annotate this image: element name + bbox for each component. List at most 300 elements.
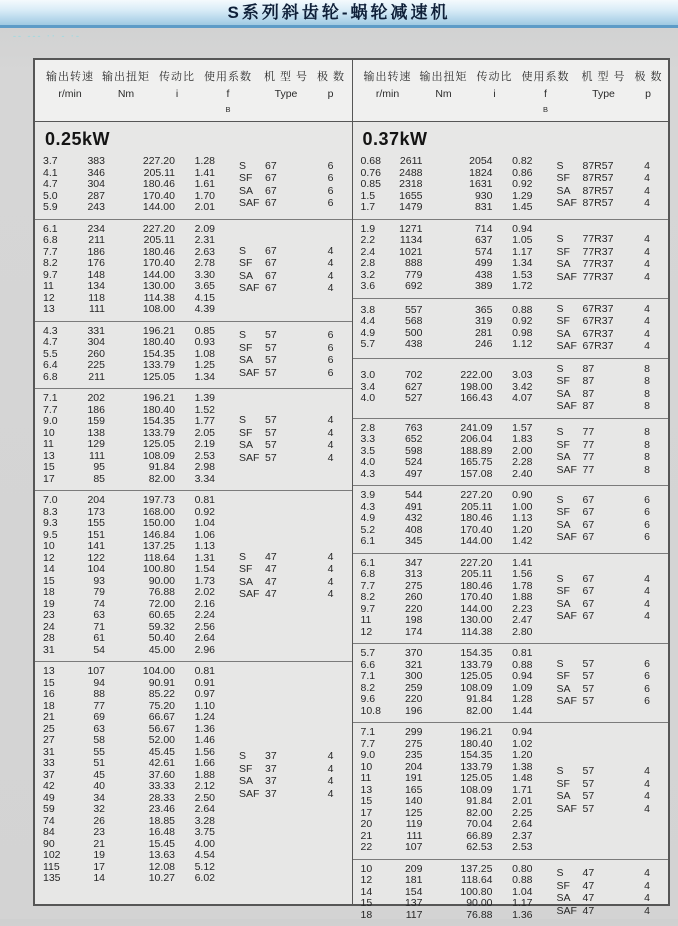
type-row — [239, 270, 346, 283]
type-size: 77 — [582, 463, 595, 476]
cell-speed: 0.85 — [360, 178, 381, 191]
table-block — [35, 152, 352, 219]
poles-value: 6 — [644, 670, 650, 683]
cell-ratio: 166.43 — [460, 392, 493, 405]
table-row — [353, 706, 533, 718]
type-row — [557, 172, 663, 185]
cell-ratio: 76.88 — [148, 586, 175, 599]
cell-ratio: 389 — [474, 280, 493, 293]
cell-ratio: 50.40 — [148, 632, 175, 645]
table-block — [353, 418, 669, 486]
poles-value: 4 — [327, 775, 334, 788]
type-row — [557, 598, 663, 611]
block-types — [557, 233, 669, 283]
table-row — [35, 622, 215, 634]
type-size: 67 — [582, 610, 595, 623]
type-prefix: SA — [556, 597, 571, 610]
type-row — [239, 588, 346, 601]
poles-value: 4 — [644, 197, 650, 210]
col-ratio-label: 传动比 — [159, 71, 195, 83]
table-row — [353, 831, 533, 843]
table-row — [353, 604, 533, 616]
poles-value: 4 — [327, 762, 334, 775]
col-speed-unit: r/min — [375, 88, 400, 100]
table-row — [35, 735, 215, 747]
cell-factor: 0.90 — [512, 489, 533, 502]
table-row — [353, 750, 533, 762]
cell-speed: 12 — [360, 625, 373, 638]
type-row — [557, 400, 663, 413]
cell-speed: 4.9 — [360, 326, 376, 339]
cell-speed: 13 — [43, 665, 55, 678]
cell-ratio: 930 — [474, 189, 493, 202]
cell-torque: 1021 — [399, 245, 423, 258]
type-size: 67 — [582, 518, 595, 531]
table-row — [353, 446, 533, 458]
table-block — [353, 298, 669, 358]
type-size: 87 — [582, 362, 595, 375]
cell-torque: 134 — [87, 280, 105, 293]
panel-025kw — [35, 60, 352, 904]
poles-value: 6 — [327, 172, 334, 185]
cell-ratio: 37.60 — [148, 768, 175, 781]
cell-torque: 95 — [93, 461, 105, 474]
table-row — [35, 689, 215, 701]
table-row — [353, 339, 533, 351]
poles-value: 6 — [327, 329, 334, 342]
type-size: 67 — [265, 282, 277, 295]
type-row — [557, 233, 663, 246]
cell-ratio: 45.45 — [148, 745, 175, 758]
poles-value: 4 — [644, 159, 650, 172]
table-row — [35, 666, 215, 678]
cell-ratio: 59.32 — [148, 620, 175, 633]
table-row — [35, 610, 215, 622]
block-types — [557, 160, 669, 210]
type-prefix: SA — [239, 775, 254, 788]
blocks-037kw — [353, 152, 669, 926]
cell-factor: 1.42 — [512, 535, 533, 548]
cell-factor: 1.72 — [512, 280, 533, 293]
type-prefix: SAF — [556, 197, 577, 210]
header-row-cn — [41, 68, 352, 84]
cell-torque: 2488 — [399, 166, 423, 179]
type-row — [557, 573, 663, 586]
cell-factor: 2.64 — [194, 632, 215, 645]
type-prefix: S — [556, 159, 564, 172]
header-row-units — [359, 88, 669, 114]
cell-factor: 2.00 — [512, 444, 533, 457]
cell-factor: 0.88 — [512, 658, 533, 671]
table-row — [353, 727, 533, 739]
table-row — [353, 457, 533, 469]
type-prefix: SF — [556, 315, 570, 328]
type-row — [557, 778, 663, 791]
table-row — [35, 518, 215, 530]
cell-speed: 14 — [360, 885, 373, 898]
cell-torque: 21 — [93, 837, 105, 850]
cell-speed: 19 — [43, 597, 55, 610]
cell-factor: 1.04 — [194, 517, 215, 530]
cell-ratio: 227.20 — [142, 155, 175, 168]
cell-torque: 40 — [93, 780, 105, 793]
cell-speed: 3.8 — [360, 303, 376, 316]
col-factor-label: 使用系数 — [521, 71, 570, 83]
type-row — [557, 506, 663, 519]
table-block — [353, 485, 669, 553]
cell-torque: 196 — [404, 704, 423, 717]
cell-factor: 1.54 — [194, 563, 215, 576]
type-prefix: SAF — [239, 588, 260, 601]
cell-factor: 0.92 — [512, 178, 533, 191]
table-row — [353, 648, 533, 660]
cell-factor: 1.17 — [512, 245, 533, 258]
type-row — [557, 531, 663, 544]
cell-ratio: 180.40 — [142, 403, 175, 416]
col-type-label: 机 型 号 — [581, 71, 626, 83]
type-row — [557, 670, 663, 683]
type-size: 67 — [265, 257, 277, 270]
cell-ratio: 114.38 — [461, 625, 493, 638]
cell-ratio: 574 — [474, 245, 493, 258]
cell-torque: 138 — [87, 426, 105, 439]
cell-torque: 122 — [87, 551, 105, 564]
cell-torque: 94 — [93, 676, 105, 689]
cell-ratio: 196.21 — [460, 726, 493, 739]
cell-torque: 191 — [404, 772, 423, 785]
type-size: 87R57 — [582, 184, 614, 197]
cell-ratio: 1824 — [469, 166, 493, 179]
block-rows — [353, 370, 533, 405]
cell-speed: 7.1 — [360, 670, 376, 683]
cell-speed: 6.8 — [43, 370, 58, 383]
cell-torque: 524 — [404, 456, 423, 469]
cell-ratio: 90.91 — [148, 676, 175, 689]
cell-factor: 2.96 — [194, 643, 215, 656]
cell-ratio: 168.00 — [142, 505, 175, 518]
poles-value: 6 — [327, 159, 334, 172]
cell-speed: 102 — [43, 849, 61, 862]
cell-speed: 8.2 — [360, 681, 376, 694]
cell-factor: 1.36 — [194, 722, 215, 735]
table-row — [35, 576, 215, 588]
cell-torque: 79 — [93, 586, 105, 599]
type-size: 77 — [582, 451, 595, 464]
cell-ratio: 85.22 — [148, 688, 175, 701]
cell-speed: 8.3 — [43, 505, 58, 518]
cell-factor: 1.05 — [512, 234, 533, 247]
header-row-cn — [359, 68, 669, 84]
type-row — [239, 750, 346, 763]
type-size: 67 — [582, 585, 595, 598]
cell-ratio: 91.84 — [466, 795, 493, 808]
cell-speed: 11 — [43, 280, 54, 293]
cell-ratio: 52.00 — [148, 734, 175, 747]
cell-torque: 176 — [87, 257, 105, 270]
cell-ratio: 1631 — [469, 178, 493, 191]
type-row — [557, 258, 663, 271]
cell-speed: 4.9 — [360, 512, 376, 525]
cell-torque: 155 — [87, 517, 105, 530]
cell-torque: 117 — [405, 908, 423, 921]
block-types — [557, 303, 669, 353]
cell-speed: 18 — [360, 908, 373, 921]
table-block — [35, 321, 352, 389]
type-row — [557, 867, 663, 880]
type-prefix: S — [239, 414, 247, 427]
table-row — [35, 862, 215, 874]
type-size: 47 — [582, 879, 595, 892]
cell-factor: 1.09 — [512, 681, 533, 694]
cell-torque: 45 — [93, 768, 105, 781]
panel-body-025kw — [35, 122, 352, 904]
poles-value: 6 — [644, 506, 650, 519]
cell-speed: 5.7 — [360, 338, 376, 351]
cell-factor: 1.10 — [194, 699, 215, 712]
table-row — [35, 495, 215, 507]
cell-factor: 2.78 — [194, 257, 215, 270]
cell-factor: 0.81 — [512, 647, 533, 660]
col-ratio-unit: i — [175, 88, 179, 100]
cell-ratio: 137.25 — [460, 862, 493, 875]
type-row — [239, 354, 346, 367]
type-prefix: SA — [556, 451, 571, 464]
table-row — [353, 423, 533, 435]
cell-factor: 4.54 — [194, 849, 215, 862]
type-row — [239, 439, 346, 452]
cell-torque: 544 — [404, 489, 423, 502]
cell-ratio: 23.46 — [148, 803, 175, 816]
table-row — [353, 382, 533, 394]
cell-factor: 2.02 — [194, 586, 215, 599]
cell-ratio: 205.11 — [461, 568, 493, 581]
cell-speed: 2.8 — [360, 257, 376, 270]
cell-ratio: 365 — [474, 303, 493, 316]
table-row — [35, 850, 215, 862]
block-types — [239, 750, 352, 800]
type-row — [557, 464, 663, 477]
cell-ratio: 100.80 — [460, 885, 493, 898]
block-types — [239, 329, 352, 379]
cell-factor: 1.29 — [512, 189, 533, 202]
cell-ratio: 154.35 — [142, 347, 175, 360]
col-speed-label: 输出转速 — [363, 71, 412, 83]
block-rows — [353, 305, 533, 351]
poles-value: 4 — [327, 269, 334, 282]
cell-torque: 17 — [93, 860, 105, 873]
cell-speed: 74 — [43, 814, 55, 827]
cell-factor: 2.53 — [194, 449, 215, 462]
poles-value: 4 — [644, 302, 650, 315]
cell-speed: 22 — [360, 841, 373, 854]
block-rows — [353, 558, 533, 639]
cell-factor: 3.75 — [194, 826, 215, 839]
cell-torque: 118 — [88, 291, 105, 304]
poles-value: 4 — [644, 340, 650, 353]
cell-speed: 27 — [43, 734, 55, 747]
type-row — [557, 494, 663, 507]
cell-torque: 14 — [93, 872, 105, 885]
table-block — [353, 859, 669, 926]
cell-torque: 321 — [404, 658, 423, 671]
cell-speed: 5.0 — [43, 189, 58, 202]
type-size: 57 — [265, 341, 277, 354]
cell-factor: 1.46 — [194, 734, 215, 747]
panel-037kw — [352, 60, 669, 921]
block-types — [239, 551, 352, 601]
type-row — [557, 519, 663, 532]
cell-ratio: 125.05 — [460, 772, 493, 785]
cell-speed: 9.6 — [360, 693, 376, 706]
cell-ratio: 319 — [474, 315, 493, 328]
type-prefix: SF — [239, 563, 253, 576]
cell-speed: 16 — [43, 688, 55, 701]
block-types — [239, 245, 352, 295]
cell-torque: 211 — [88, 370, 105, 383]
table-row — [35, 304, 215, 316]
cell-speed: 10.8 — [360, 704, 381, 717]
cell-torque: 345 — [404, 535, 423, 548]
table-row — [353, 179, 533, 191]
cell-torque: 129 — [87, 438, 105, 451]
type-size: 57 — [265, 354, 277, 367]
cell-ratio: 281 — [474, 326, 493, 339]
table-row — [35, 553, 215, 565]
cell-factor: 1.70 — [194, 189, 215, 202]
cell-ratio: 165.75 — [460, 456, 493, 469]
cell-factor: 1.36 — [512, 908, 533, 921]
table-row — [353, 581, 533, 593]
table-row — [35, 474, 215, 486]
type-row — [239, 563, 346, 576]
cell-torque: 93 — [93, 574, 105, 587]
spec-table — [33, 58, 670, 921]
type-row — [557, 790, 663, 803]
cell-factor: 1.77 — [194, 415, 215, 428]
poles-value: 6 — [644, 518, 650, 531]
cell-speed: 13 — [43, 303, 55, 316]
cell-speed: 59 — [43, 803, 55, 816]
block-rows — [35, 326, 215, 384]
table-row — [353, 773, 533, 785]
table-row — [35, 599, 215, 611]
table-row — [353, 808, 533, 820]
title-band — [0, 0, 678, 28]
cell-torque: 225 — [87, 359, 105, 372]
table-row — [353, 490, 533, 502]
cell-speed: 115 — [43, 860, 60, 873]
cell-torque: 140 — [404, 795, 423, 808]
cell-speed: 9.5 — [43, 528, 58, 541]
cell-ratio: 108.00 — [142, 303, 175, 316]
type-row — [239, 367, 346, 380]
poles-value: 4 — [327, 550, 334, 563]
type-row — [557, 585, 663, 598]
poles-value: 6 — [644, 695, 650, 708]
type-prefix: SA — [556, 327, 571, 340]
cell-ratio: 70.04 — [466, 818, 493, 831]
type-size: 57 — [265, 426, 277, 439]
poles-value: 4 — [327, 244, 334, 257]
cell-torque: 88 — [93, 688, 105, 701]
poles-value: 4 — [327, 439, 334, 452]
cell-torque: 1479 — [399, 201, 423, 214]
cell-torque: 186 — [87, 403, 105, 416]
cell-factor: 2.50 — [194, 791, 215, 804]
cell-ratio: 28.33 — [148, 791, 175, 804]
cell-factor: 1.83 — [512, 433, 533, 446]
type-size: 87 — [582, 387, 595, 400]
table-row — [35, 156, 215, 168]
type-size: 47 — [265, 575, 277, 588]
cell-factor: 0.86 — [512, 166, 533, 179]
cell-speed: 9.3 — [43, 517, 58, 530]
cell-speed: 17 — [43, 472, 55, 485]
cell-factor: 0.94 — [512, 670, 533, 683]
type-prefix: SA — [239, 354, 254, 367]
cell-ratio: 137.25 — [142, 540, 175, 553]
cell-factor: 3.65 — [194, 280, 215, 293]
cell-factor: 0.88 — [512, 303, 533, 316]
cell-speed: 4.0 — [360, 392, 376, 405]
table-row — [35, 270, 215, 282]
cell-ratio: 13.63 — [148, 849, 175, 862]
block-types — [557, 658, 669, 708]
cell-factor: 1.57 — [512, 421, 533, 434]
type-row — [239, 763, 346, 776]
cell-torque: 557 — [404, 303, 423, 316]
table-row — [353, 434, 533, 446]
cell-speed: 14 — [43, 563, 55, 576]
type-prefix: SF — [556, 585, 570, 598]
cell-speed: 21 — [360, 829, 373, 842]
cell-torque: 1655 — [399, 189, 423, 202]
block-rows — [35, 495, 215, 656]
cell-factor: 1.52 — [194, 403, 215, 416]
cell-torque: 259 — [404, 681, 423, 694]
type-size: 87 — [582, 400, 595, 413]
type-row — [557, 892, 663, 905]
cell-torque: 313 — [404, 568, 423, 581]
cell-ratio: 72.00 — [148, 597, 175, 610]
cell-ratio: 157.08 — [460, 467, 493, 480]
table-row — [35, 349, 215, 361]
cell-speed: 4.3 — [43, 324, 58, 337]
power-rating: 0.25kW — [45, 129, 111, 150]
cell-ratio: 133.79 — [460, 658, 493, 671]
table-block — [353, 553, 669, 644]
cell-torque: 173 — [87, 505, 105, 518]
cell-torque: 275 — [404, 737, 423, 750]
power-rating: 0.37kW — [362, 129, 428, 150]
cell-ratio: 227.20 — [142, 222, 175, 235]
cell-ratio: 144.00 — [460, 535, 493, 548]
type-prefix: SF — [556, 670, 570, 683]
type-size: 57 — [582, 790, 595, 803]
cell-torque: 300 — [404, 670, 423, 683]
type-row — [239, 414, 346, 427]
table-row — [353, 305, 533, 317]
type-prefix: S — [556, 362, 564, 375]
cell-torque: 58 — [93, 734, 105, 747]
cell-factor: 1.28 — [512, 693, 533, 706]
type-row — [239, 329, 346, 342]
cell-torque: 243 — [87, 201, 105, 214]
cell-ratio: 114.38 — [143, 291, 175, 304]
type-prefix: SF — [556, 375, 570, 388]
cell-torque: 151 — [87, 528, 105, 541]
cell-ratio: 180.40 — [460, 737, 493, 750]
